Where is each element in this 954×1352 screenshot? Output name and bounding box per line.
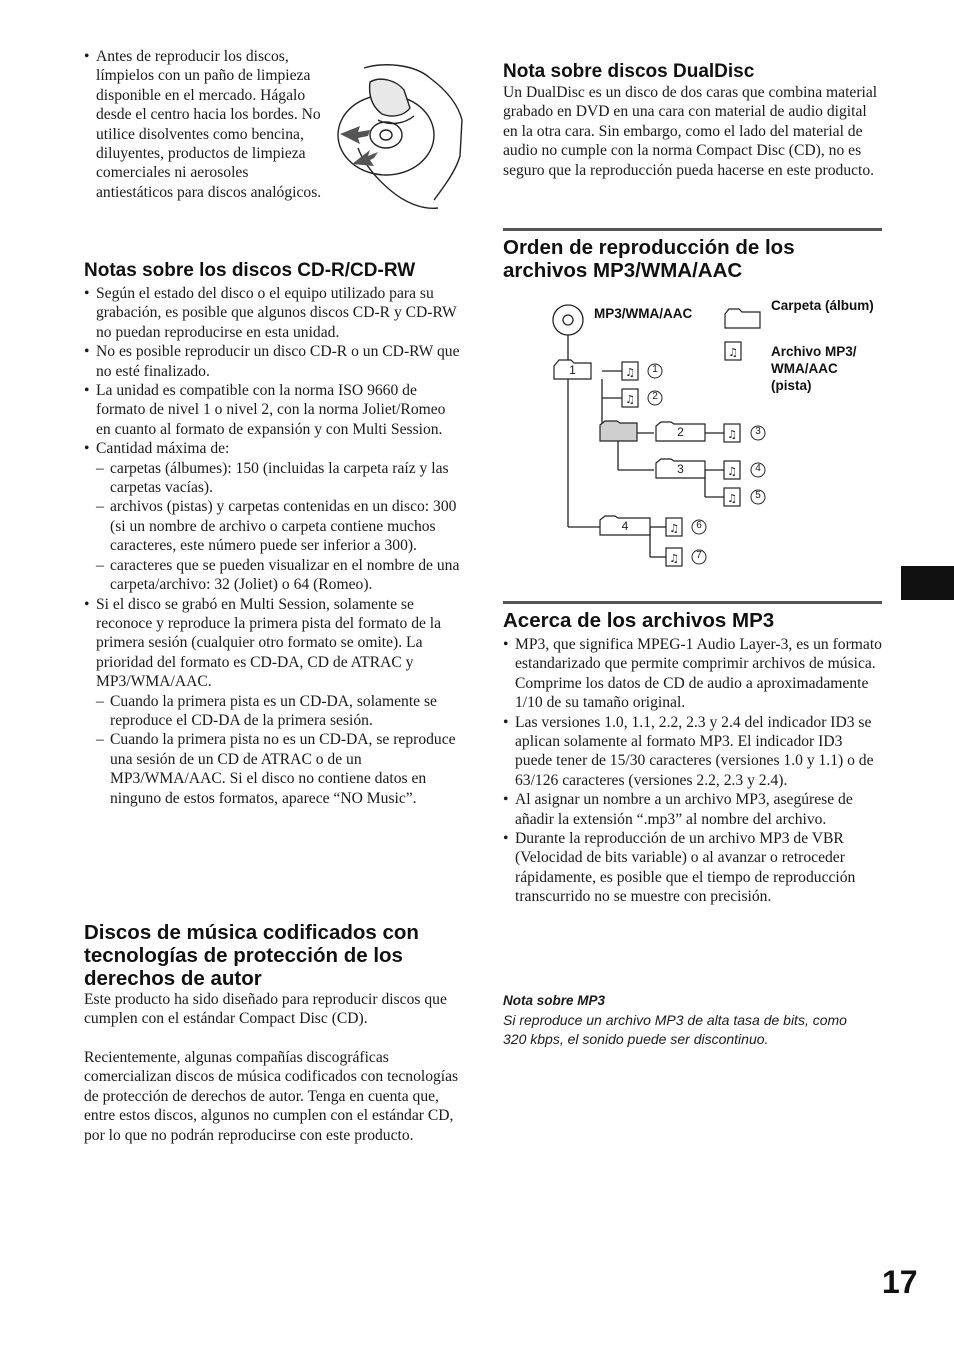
note-glyph: ♫ [669,552,679,565]
list-item: • Las versiones 1.0, 1.1, 2.2, 2.3 y 2.4 del indicador ID3 se aplican solamente al formato MP3. El indicador ID3 puede tener de 15/30 caracteres (versiones 1.0 y 1.1) o de 63/126 caracteres (versiones 2.2, 2.3 y 2.4). [503,713,883,791]
list-item: • MP3, que significa MPEG-1 Audio Layer-3, es un formato estandarizado que permite comprimir archivos de música. Comprime los datos de CD de audio a aproximadamente 1/10 de su tamaño original. [503,635,883,713]
play-order-heading: Orden de reproducción de los archivos MP3/WMA/AAC [503,236,795,282]
folder-tree-lines [503,295,883,585]
list-subitem: – caracteres que se pueden visualizar en el nombre de una carpeta/archivo: 32 (Joliet) o 64 (Romeo). [84,556,464,595]
section-rule [503,601,882,604]
folder-number: 1 [569,363,576,377]
dualdisc-heading: Nota sobre discos DualDisc [503,61,755,82]
note-glyph: ♫ [625,393,635,406]
list-subitem: – archivos (pistas) y carpetas contenidas en un disco: 300 (si un nombre de archivo o carpeta contiene muchos caracteres, este número puede ser inferior a 300). [84,497,464,555]
cdr-notes-list [84,284,464,808]
note-glyph: ♫ [727,428,737,441]
folder-number: 4 [621,519,629,533]
list-subitem: – Cuando la primera pista es un CD-DA, solamente se reproduce el CD-DA de la primera sesión. [84,692,464,731]
folder-legend: Carpeta (álbum) [771,298,874,313]
note-glyph: ♫ [669,522,679,535]
dualdisc-text: Un DualDisc es un disco de dos caras que combina material grabado en DVD en una cara con material de audio digital en la otra cara. Sin embargo, como el lado del material de audio no cumple con la norma Compact Disc (CD), no es seguro que la reproducción pueda hacerse en este producto. [503,84,878,179]
note-glyph: ♫ [728,346,738,359]
list-item: • No es posible reproducir un disco CD-R o un CD-RW que no esté finalizado. [84,342,464,381]
disc-cleaning-illustration [334,60,466,214]
track-number: 5 [755,490,761,501]
track-number: 6 [696,520,702,531]
page-number: 17 [882,1264,918,1300]
section-rule [503,228,882,231]
cdr-heading: Notas sobre los discos CD-R/CD-RW [84,260,416,281]
note-glyph: ♫ [727,465,737,478]
list-subitem: – carpetas (álbumes): 150 (incluidas la carpeta raíz y las carpetas vacías). [84,459,464,498]
note-glyph: ♫ [625,366,635,379]
mp3-note-title: Nota sobre MP3 [503,993,606,1008]
list-item: • Al asignar un nombre a un archivo MP3, asegúrese de añadir la extensión “.mp3” al nombre del archivo. [503,790,883,829]
copyright-heading: Discos de música codificados con tecnologías de protección de los derechos de autor [84,921,419,990]
mp3-note-text: Si reproduce un archivo MP3 de alta tasa de bits, como 320 kbps, el sonido puede ser discontinuo. [503,1012,847,1047]
file-legend: Archivo MP3/ WMA/AAC (pista) [771,344,857,393]
list-item: • Durante la reproducción de un archivo MP3 de VBR (Velocidad de bits variable) o al avanzar o retroceder rápidamente, es posible que el tiempo de reproducción transcurrido no se muestre con precisión. [503,829,883,907]
list-subitem: – Cuando la primera pista no es un CD-DA, se reproduce una sesión de un CD de ATRAC o de un MP3/WMA/AAC. Si el disco no contiene datos en ninguno de estos formatos, aparece “NO Music”. [84,730,464,808]
folder-number: 3 [677,462,684,476]
mp3-heading: Acerca de los archivos MP3 [503,609,775,632]
chapter-tab [901,566,954,600]
note-glyph: ♫ [727,492,737,505]
list-item: • Según el estado del disco o el equipo utilizado para su grabación, es posible que algunos discos CD-R y CD-RW no puedan reproducirse en esta unidad. [84,284,464,342]
folder-number: 2 [677,425,684,439]
track-number: 1 [652,364,658,375]
track-number: 4 [755,463,761,474]
list-item: • Cantidad máxima de: [84,439,464,458]
disc-label: MP3/WMA/AAC [594,306,693,321]
mp3-notes-list [503,635,883,907]
play-order-diagram [503,295,883,585]
cleaning-bullet: • Antes de reproducir los discos, límpielos con un paño de limpieza disponible en el mercado. Hágalo desde el centro hacia los bordes. No utilice disolventes como bencina, diluyentes, productos de limpieza comerciales ni aerosoles antiestáticos para discos analógicos. [84,47,324,202]
track-number: 2 [652,391,658,402]
track-number: 7 [696,550,702,561]
track-number: 3 [755,426,761,437]
copyright-paragraph-2: Recientemente, algunas compañías discográficas comercializan discos de música codificados con tecnologías de protección de derechos de autor. Tenga en cuenta que, entre estos discos, algunos no cumplen con el estándar CD, por lo que no podrán reproducirse con este producto. [84,1049,459,1144]
copyright-paragraph-1: Este producto ha sido diseñado para reproducir discos que cumplen con el estándar Compact Disc (CD). [84,991,447,1028]
list-item: • La unidad es compatible con la norma ISO 9660 de formato de nivel 1 o nivel 2, con la norma Joliet/Romeo en cuanto al formato de expansión y con Multi Session. [84,381,464,439]
list-item: • Si el disco se grabó en Multi Session, solamente se reconoce y reproduce la primera pista del formato de la primera sesión (cualquier otro formato se omite). La prioridad del formato es CD-DA, CD de ATRAC y MP3/WMA/AAC. [84,595,464,692]
